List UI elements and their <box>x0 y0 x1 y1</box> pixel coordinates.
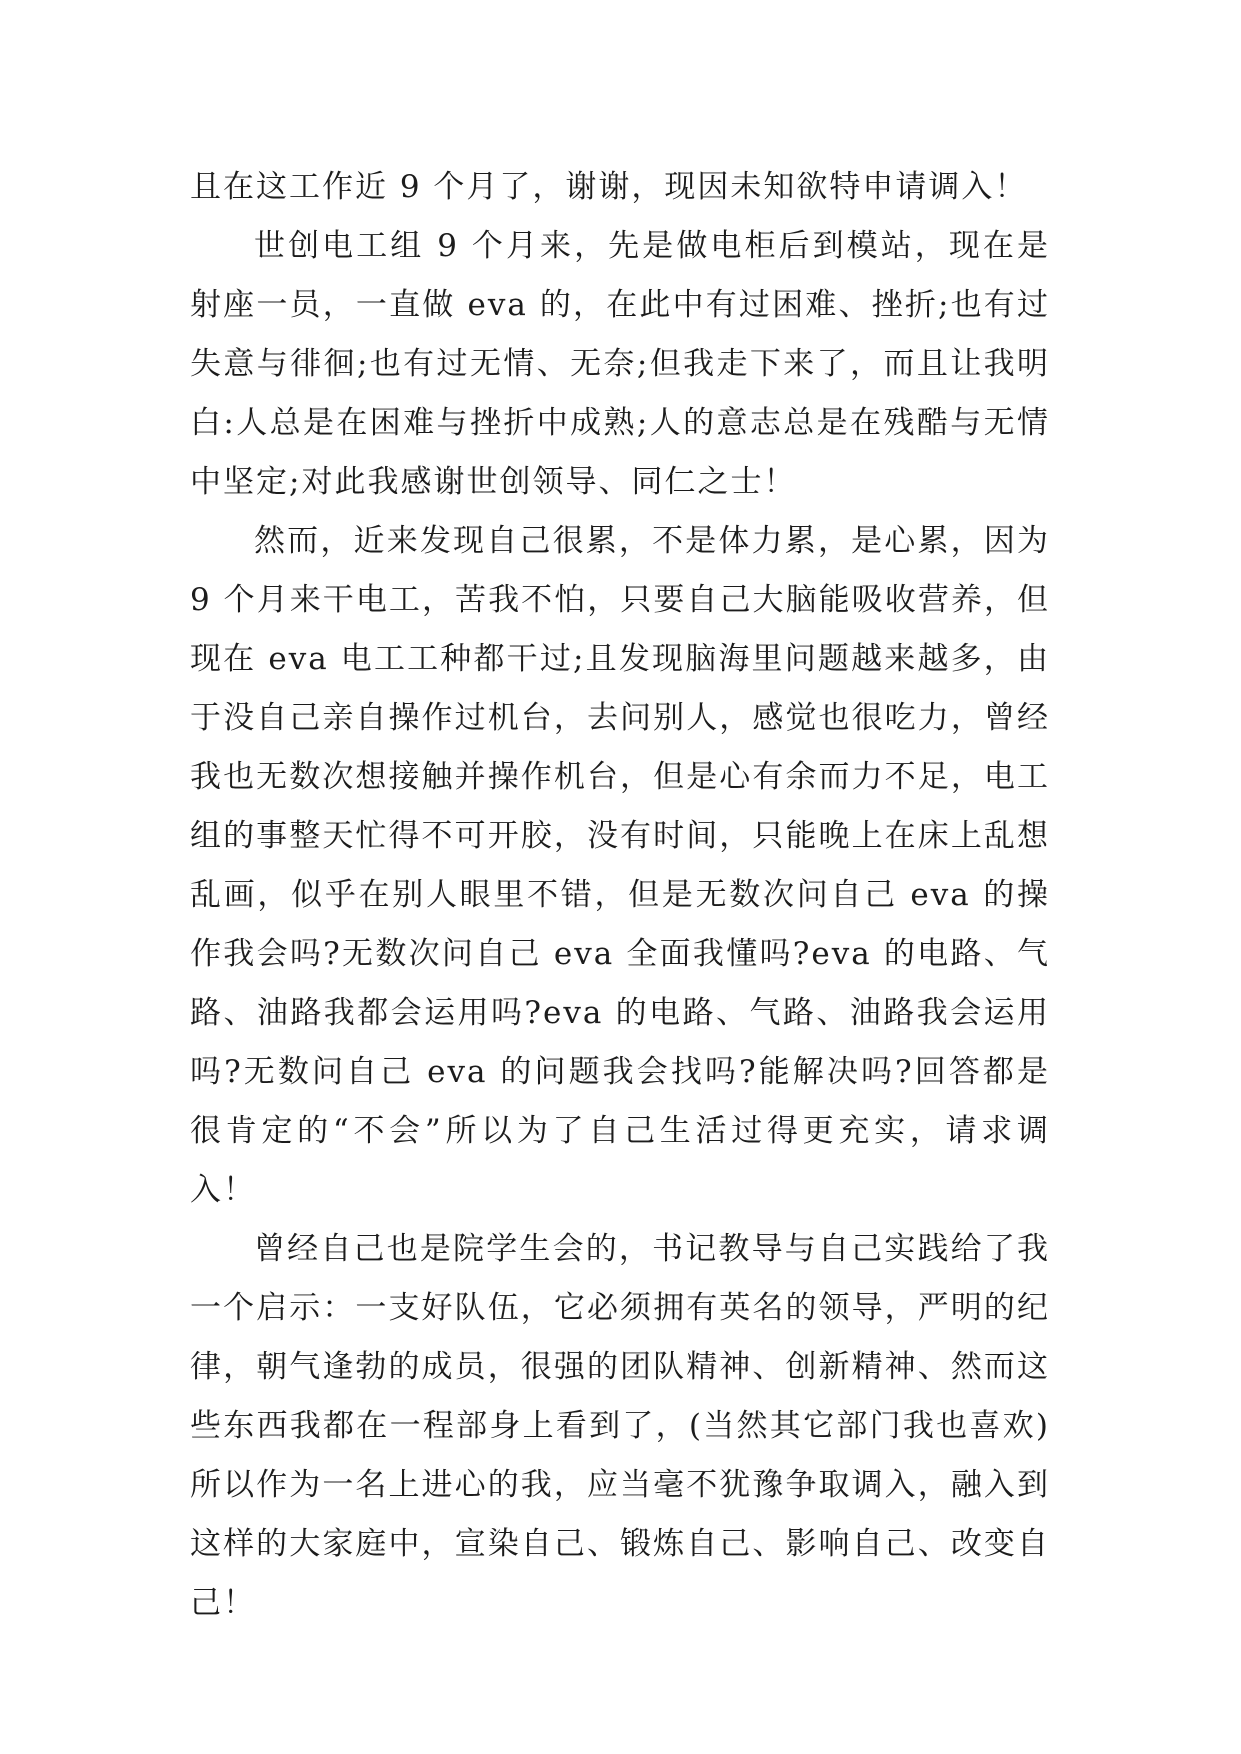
paragraph-4: 曾经自己也是院学生会的，书记教导与自己实践给了我一个启示：一支好队伍，它必须拥有英名的领导，严明的纪律，朝气逢勃的成员，很强的团队精神、创新精神、然而这些东西我都在一程部身上看到了，(当然其它部门我也喜欢)所以作为一名上进心的我，应当毫不犹豫争取调入，融入到这样的大家庭中，宣染自己、锻炼自己、影响自己、改变自己！ <box>190 1231 1050 1621</box>
document-body <box>190 158 1050 1633</box>
paragraph-1: 且在这工作近 9 个月了，谢谢，现因未知欲特申请调入！ <box>190 169 1028 205</box>
paragraph-2: 世创电工组 9 个月来，先是做电柜后到模站，现在是射座一员，一直做 eva 的，在此中有过困难、挫折;也有过失意与徘徊;也有过无情、无奈;但我走下来了，而且让我明白:人总是在困难与挫折中成熟;人的意志总是在残酷与无情中坚定;对此我感谢世创领导、同仁之士！ <box>190 228 1050 500</box>
paragraph-3: 然而，近来发现自己很累，不是体力累，是心累，因为 9 个月来干电工，苦我不怕，只要自己大脑能吸收营养，但现在 eva 电工工种都干过;且发现脑海里问题越来越多，由于没自己亲自操作过机台，去问别人，感觉也很吃力，曾经我也无数次想接触并操作机台，但是心有余而力不足，电工组的事整天忙得不可开胶，没有时间，只能晚上在床上乱想乱画，似乎在别人眼里不错，但是无数次问自己 eva 的操作我会吗?无数次问自己 eva 全面我懂吗?eva 的电路、气路、油路我都会运用吗?eva 的电路、气路、油路我会运用吗?无数问自己 eva 的问题我会找吗?能解决吗?回答都是很肯定的“不会”所以为了自己生活过得更充实，请求调入！ <box>190 523 1050 1208</box>
